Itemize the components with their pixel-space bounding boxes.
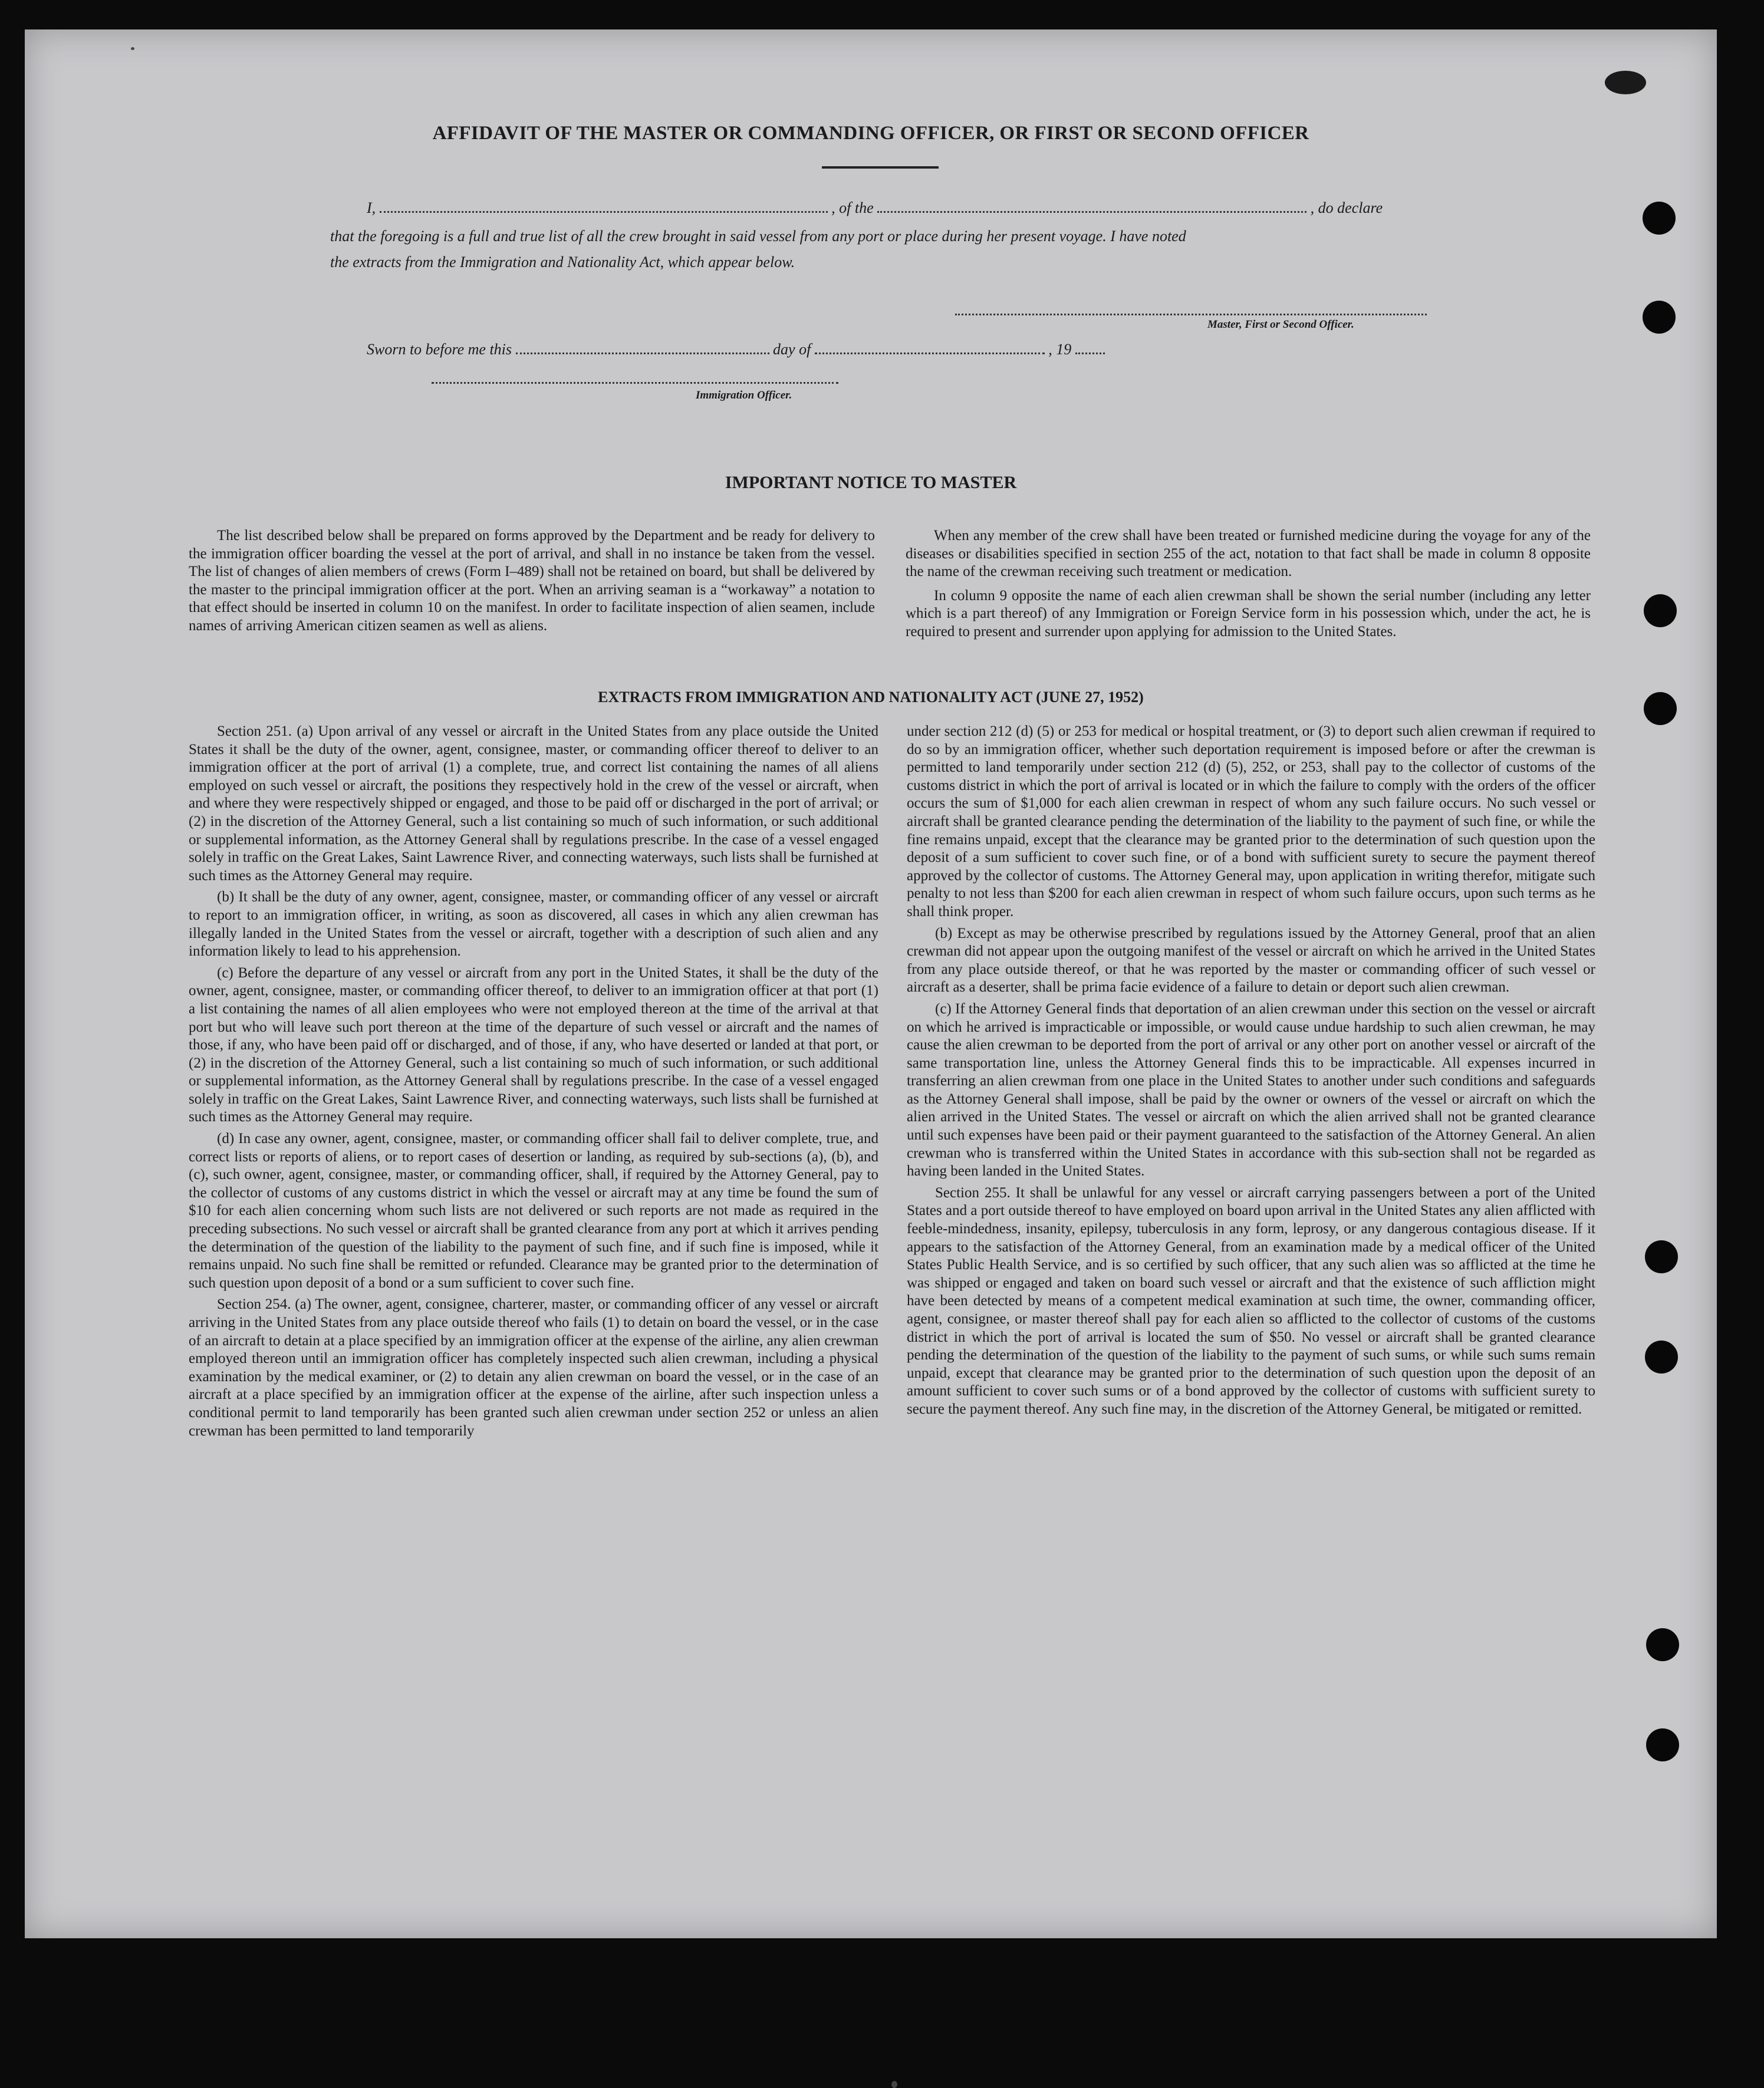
notice-left-text: The list described below shall be prepared on forms approved by the Department and be ready for delivery to the immigration officer boarding the vessel at the port of arrival, and shall in no instance be taken from the vessel. The list of changes of alien members of crews (Form I–489) shall not be retained on board, but shall be delivered by the master to the principal immigration officer at the port. When an arriving seaman is a “workaway” a notation to that effect should be inserted in column 10 on the manifest. In order to facilitate inspection of alien seamen, include names of arriving American citizen seamen as well as aliens.	[189, 528, 875, 634]
notice-right-paragraphs	[906, 527, 1591, 647]
punch-hole	[1645, 1240, 1678, 1273]
extracts-right-column	[907, 723, 1595, 1422]
section-254-c: (c) If the Attorney General finds that deportation of an alien crewman under this section on the vessel or aircraft on which he arrived is impracticable or impossible, or would cause undue hardship to such alien crewman, he may cause the alien crewman to be deported from the port of arrival or any other port on another vessel or aircraft of the same transportation line, unless the Attorney General finds this to be impracticable. All expenses incurred in transferring an alien crewman from one place in the United States to another under such conditions and safeguards as the Attorney General shall impose, shall be paid by the owner or owners of the vessel or aircraft on which the alien arrived in the United States. The vessel or aircraft on which the alien arrived shall not be granted clearance until such expenses have been paid or their payment guaranteed to the satisfaction of the Attorney General. An alien crewman who is transferred within the United States in accordance with this sub-section shall not be regarded as having been landed in the United States.	[907, 1000, 1595, 1180]
statement-line-2: the extracts from the Immigration and Nationality Act, which appear below.	[330, 253, 795, 271]
sworn-year-field[interactable]	[1075, 341, 1105, 354]
punch-hole	[1644, 594, 1677, 627]
notice-left-paragraph	[189, 527, 875, 641]
vessel-name-field[interactable]	[877, 199, 1306, 213]
master-signature-caption: Master, First or Second Officer.	[1207, 318, 1354, 331]
extracts-left-column	[189, 723, 878, 1444]
sworn-day-field[interactable]	[516, 341, 769, 354]
declaration-line	[367, 199, 1452, 217]
statement-line-1: that the foregoing is a full and true list of all the crew brought in said vessel from any port or place during her present voyage. I have noted	[330, 228, 1186, 245]
section-251-d: (d) In case any owner, agent, consignee, master, or commanding officer shall fail to deliver complete, true, and correct lists or reports of aliens, or to report cases of desertion or landing, as required by sub-sections (a), (b), and (c), such owner, agent, consignee, master, or commanding officer, shall, if required by the Attorney General, pay to the collector of customs of any customs district in which the vessel or aircraft may at any time be found the sum of $10 for each alien concerning whom such lists are not delivered or such reports are not made as required in the preceding subsections. No such vessel or aircraft shall be granted clearance from any port at which it arrives pending the determination of the question of the liability to the payment of such fine, and if such fine is imposed, while it remains unpaid. No such fine shall be remitted or refunded. Clearance may be granted prior to the determination of such question upon deposit of a bond or a sum sufficient to cover such fine.	[189, 1131, 878, 1291]
punch-hole	[1646, 1628, 1679, 1661]
section-251-a: Section 251. (a) Upon arrival of any vessel or aircraft in the United States from any place outside the United States it shall be the duty of the owner, agent, consignee, master, or commanding officer thereof to deliver to an immigration officer at the port of arrival (1) a complete, true, and correct list containing the names of all aliens employed on such vessel or aircraft, the positions they respectively hold in the crew of the vessel or aircraft, when and where they were respectively shipped or engaged, and those to be paid off or discharged in the port of arrival; or (2) in the discretion of the Attorney General, such a list containing so much of such information, or such additional or supplemental information, as the Attorney General shall by regulations prescribe. In the case of a vessel engaged solely in traffic on the Great Lakes, Saint Lawrence River, and connecting waterways, such lists shall be furnished at such times as the Attorney General may require.	[189, 723, 878, 884]
paper-speck	[131, 47, 134, 50]
section-251-c: (c) Before the departure of any vessel or aircraft from any port in the United States, it shall be the duty of the owner, agent, consignee, master, or commanding officer thereof, to deliver to an immigration officer at that port (1) a list containing the names of all alien employees who were not employed thereon at the time of the arrival at that port but who will leave such port thereon at the time of the departure of such vessel or aircraft and the names of those, if any, who have been paid off or discharged, and of those, if any, who have deserted or landed at that port, or (2) in the discretion of the Attorney General, such a list containing so much of such information, or such additional or supplemental information, as the Attorney General shall by regulations prescribe. In the case of a vessel engaged solely in traffic on the Great Lakes, Saint Lawrence River, and connecting waterways, such lists shall be furnished at such times as the Attorney General may require.	[189, 964, 878, 1125]
affidavit-title: AFFIDAVIT OF THE MASTER OR COMMANDING OFFICER, OR FIRST OR SECOND OFFICER	[432, 123, 1309, 144]
notice-title: IMPORTANT NOTICE TO MASTER	[725, 473, 1017, 492]
notice-right-text-2: In column 9 opposite the name of each alien crewman shall be shown the serial number (including any letter which is a part thereof) of any Immigration or Foreign Service form in his possession which, under the act, he is required to present and surrender upon applying for admission to the United States.	[906, 587, 1591, 640]
punch-hole	[1645, 1341, 1678, 1374]
declarant-name-field[interactable]	[380, 199, 828, 213]
of-the-text: , of the	[831, 199, 874, 216]
section-254-a: Section 254. (a) The owner, agent, consignee, charterer, master, or commanding officer of any vessel or aircraft arriving in the United States from any place outside thereof who fails (1) to detain on board the vessel, or in the case of an aircraft to detain at a place specified by an immigration officer at the expense of the airline, any alien crewman employed thereon until an immigration officer has completely inspected such alien crewman, including a physical examination by the medical examiner, or (2) to detain any alien crewman on board the vessel, or in the case of an aircraft at a place specified by an immigration officer at the expense of the airline, after such inspection unless a conditional permit to land temporarily has been granted such alien crewman under section 252 or unless an alien crewman has been permitted to land temporarily	[189, 1296, 878, 1439]
do-declare-text: , do declare	[1310, 199, 1383, 216]
extracts-title: EXTRACTS FROM IMMIGRATION AND NATIONALITY ACT (JUNE 27, 1952)	[598, 689, 1144, 706]
punch-hole	[1643, 202, 1676, 235]
title-rule	[822, 166, 939, 169]
declarant-prefix: I,	[367, 199, 376, 216]
document-page	[25, 29, 1717, 1938]
paper-speck	[891, 2081, 897, 2088]
officer-signature-line[interactable]	[432, 382, 838, 384]
sworn-year-text: , 19	[1048, 341, 1072, 358]
officer-signature-caption: Immigration Officer.	[696, 389, 792, 401]
paper-speck	[1605, 71, 1646, 94]
section-254-a-continued: under section 212 (d) (5) or 253 for medical or hospital treatment, or (3) to deport such alien crewman if required to do so by an immigration officer, whether such deportation requirement is imposed before or after the crewman is permitted to land temporarily under section 212 (d) (5), 252, or 253, shall pay to the collector of customs of the customs district in which the port of arrival is located or in which the failure to comply with the orders of the officer occurs the sum of $1,000 for each alien crewman in respect of whom any such failure occurs. No such vessel or aircraft shall be granted clearance pending the determination of the liability to the payment of such fine, or while the fine remains unpaid, except that the clearance may be granted prior to the determination of such question upon the deposit of a sum sufficient to cover such fine, or of a bond with sufficient surety to secure the payment thereof approved by the collector of customs. The Attorney General may, upon application in writing therefor, mitigate such penalty to not less than $200 for each alien crewman in respect of whom such failure occurs, upon such terms as he shall think proper.	[907, 723, 1595, 920]
section-251-b: (b) It shall be the duty of any owner, agent, consignee, master, or commanding officer of any vessel or aircraft to report to an immigration officer, in writing, as soon as discovered, all cases in which any alien crewman has illegally landed in the United States from the vessel or aircraft, together with a description of such alien and any information likely to lead to his apprehension.	[189, 889, 878, 960]
master-signature-line[interactable]	[955, 314, 1427, 315]
notice-right-text-1: When any member of the crew shall have been treated or furnished medicine during the voyage for any of the diseases or disabilities specified in section 255 of the act, notation to that fact shall be made in column 8 opposite the name of the crewman receiving such treatment or medication.	[906, 528, 1591, 580]
punch-hole	[1646, 1728, 1679, 1761]
sworn-prefix: Sworn to before me this	[367, 341, 512, 358]
section-254-b: (b) Except as may be otherwise prescribed by regulations issued by the Attorney General, proof that an alien crewman did not appear upon the outgoing manifest of the vessel or aircraft on which he arrived in the United States from any place outside thereof, or that he was reported by the master or commanding officer of such vessel or aircraft as a deserter, shall be prima facie evidence of a failure to detain or deport such alien crewman.	[907, 925, 1595, 996]
sworn-day-of-text: day of	[773, 341, 811, 358]
section-255: Section 255. It shall be unlawful for any vessel or aircraft carrying passengers between a port of the United States and a port outside thereof to have employed on board upon arrival in the United States any alien afflicted with feeble-mindedness, insanity, epilepsy, tuberculosis in any form, leprosy, or any dangerous contagious disease. If it appears to the satisfaction of the Attorney General, from an examination made by a medical officer of the United States Public Health Service, and is so certified by such officer, that any such alien was so afflicted at the time he was shipped or engaged and taken on board such vessel or aircraft and that the existence of such affliction might have been detected by means of a competent medical examination at such time, the owner, commanding officer, agent, consignee, or master thereof shall pay for each alien so afflicted to the collector of customs of the customs district in which the port of arrival is located the sum of $50. No vessel or aircraft shall be granted clearance pending the determination of the question of the liability to the payment of such sums, or while such sums remain unpaid, except that clearance may be granted prior to the determination of such question upon the deposit of an amount sufficient to cover such sums or of a bond approved by the collector of customs with sufficient surety to secure the payment thereof. Any such fine may, in the discretion of the Attorney General, be mitigated or remitted.	[907, 1184, 1595, 1417]
sworn-line	[367, 341, 1310, 358]
punch-hole	[1643, 301, 1676, 334]
sworn-month-field[interactable]	[815, 341, 1045, 354]
